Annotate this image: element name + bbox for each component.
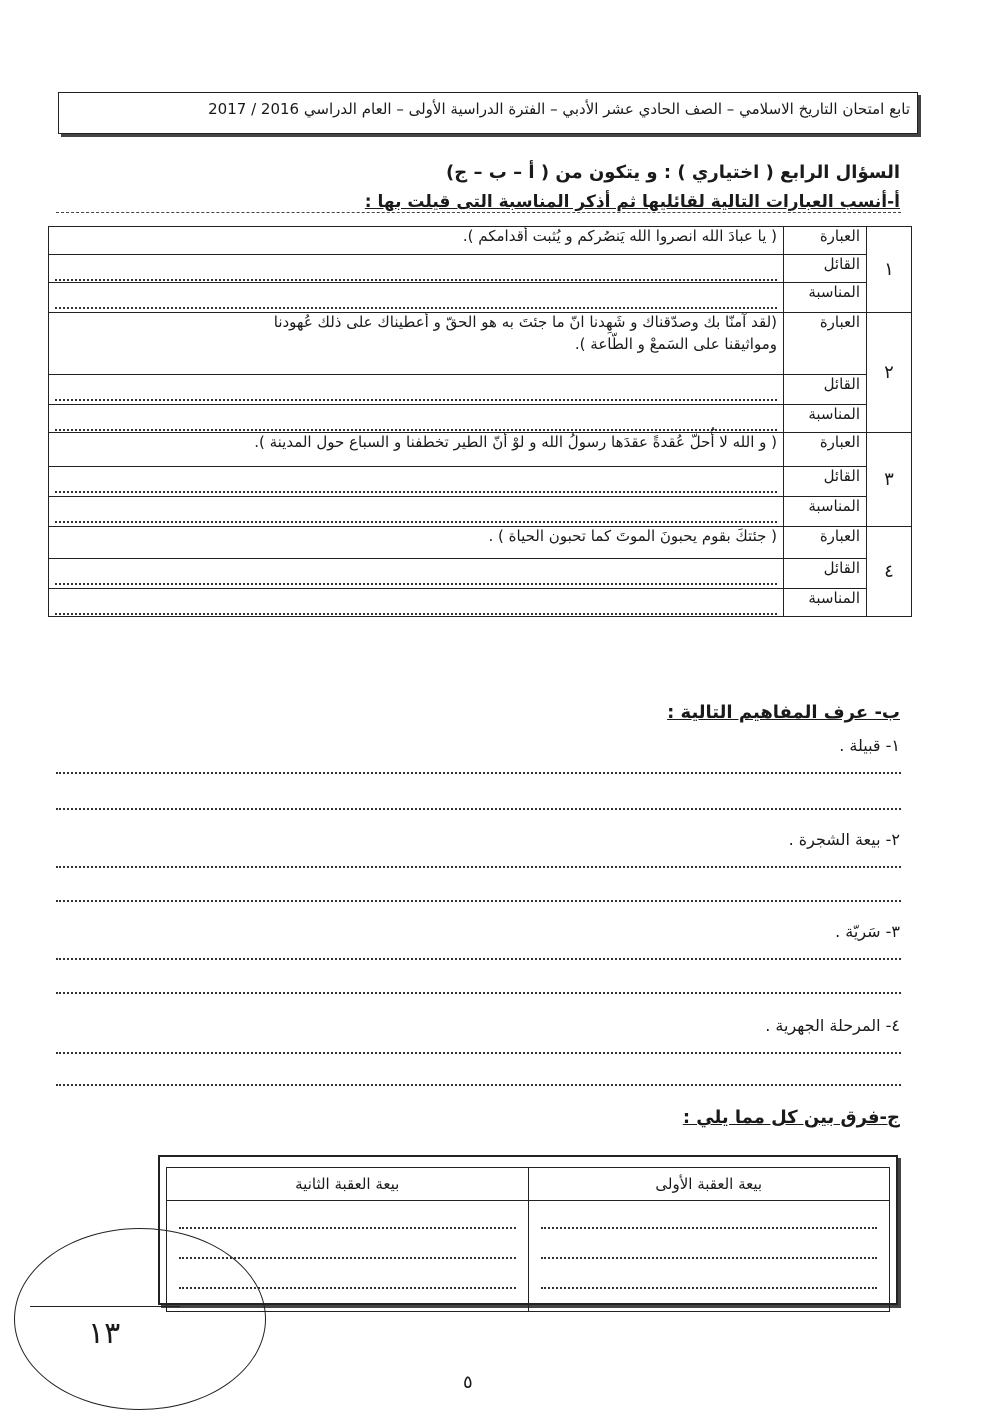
part-b-title: ب- عرف المفاهيم التالية : [667, 702, 900, 723]
statement-text: ( يا عبادَ الله انصروا الله يَنصُركم و يُثبت أقدامكم ). [49, 227, 784, 255]
part-a-title: أ-أنسب العبارات التالية لقائليها ثم أذكر المناسبة التى قيلت بها : [364, 192, 900, 212]
divider [56, 212, 901, 213]
answer-line[interactable] [56, 866, 901, 868]
header-title: تابع امتحان التاريخ الاسلامي – الصف الحادي عشر الأدبي – الفترة الدراسية الأولى – العام الدراسي 2016 / 2017 [208, 100, 910, 118]
label-occasion: المناسبة [784, 497, 867, 527]
label-statement: العبارة [784, 227, 867, 255]
col-second-aqaba: بيعة العقبة الثانية [167, 1168, 529, 1201]
row-number: ٤ [867, 527, 912, 617]
answer-line[interactable] [56, 1084, 901, 1086]
first-aqaba-answer[interactable] [528, 1201, 890, 1312]
statement-text: (لقد آمنّا بك وصدّقناك و شَهِدنا انّ ما جئتَ به هو الحقّ و أعطيناك على ذلك عُهودنا ومواثيقنا على السَمعْ و الطّاعة ). [49, 313, 784, 375]
answer-line[interactable] [56, 1052, 901, 1054]
label-speaker: القائل [784, 467, 867, 497]
concept-item: ٢- بيعة الشجرة . [788, 830, 900, 849]
occasion-answer[interactable] [49, 589, 784, 617]
label-statement: العبارة [784, 433, 867, 467]
answer-line[interactable] [56, 808, 901, 810]
answer-line[interactable] [56, 772, 901, 774]
concept-item: ٣- سَريّة . [835, 922, 900, 941]
comparison-table [166, 1167, 890, 1312]
page-number: ٥ [463, 1372, 473, 1393]
answer-line[interactable] [56, 958, 901, 960]
grade-score: ١٣ [88, 1316, 121, 1351]
concept-item: ١- قبيلة . [839, 736, 900, 755]
col-first-aqaba: بيعة العقبة الأولى [528, 1168, 890, 1201]
label-statement: العبارة [784, 527, 867, 559]
row-number: ١ [867, 227, 912, 313]
grade-divider [30, 1306, 180, 1307]
label-statement: العبارة [784, 313, 867, 375]
label-speaker: القائل [784, 559, 867, 589]
label-occasion: المناسبة [784, 405, 867, 433]
part-c-title: ج-فرق بين كل مما يلي : [682, 1107, 900, 1128]
label-occasion: المناسبة [784, 283, 867, 313]
speaker-answer[interactable] [49, 559, 784, 589]
label-occasion: المناسبة [784, 589, 867, 617]
label-speaker: القائل [784, 255, 867, 283]
answer-line[interactable] [56, 900, 901, 902]
question-4-title: السؤال الرابع ( اختياري ) : و يتكون من ( أ – ب – ج) [446, 162, 900, 183]
statements-table [48, 226, 912, 617]
occasion-answer[interactable] [49, 405, 784, 433]
occasion-answer[interactable] [49, 283, 784, 313]
occasion-answer[interactable] [49, 497, 784, 527]
statement-text: ( و الله لا أُحلّ عُقدةً عقدَها رسولُ الله و لوْ أنّ الطير تخطفنا و السباع حول المدينة ). [49, 433, 784, 467]
speaker-answer[interactable] [49, 467, 784, 497]
answer-line[interactable] [56, 992, 901, 994]
label-speaker: القائل [784, 375, 867, 405]
speaker-answer[interactable] [49, 375, 784, 405]
grade-circle [14, 1228, 266, 1410]
row-number: ٢ [867, 313, 912, 433]
speaker-answer[interactable] [49, 255, 784, 283]
concept-item: ٤- المرحلة الجهرية . [765, 1016, 900, 1035]
statement-text: ( جئتكَ بقوم يحبونَ الموتَ كما تحبون الحياة ) . [49, 527, 784, 559]
row-number: ٣ [867, 433, 912, 527]
